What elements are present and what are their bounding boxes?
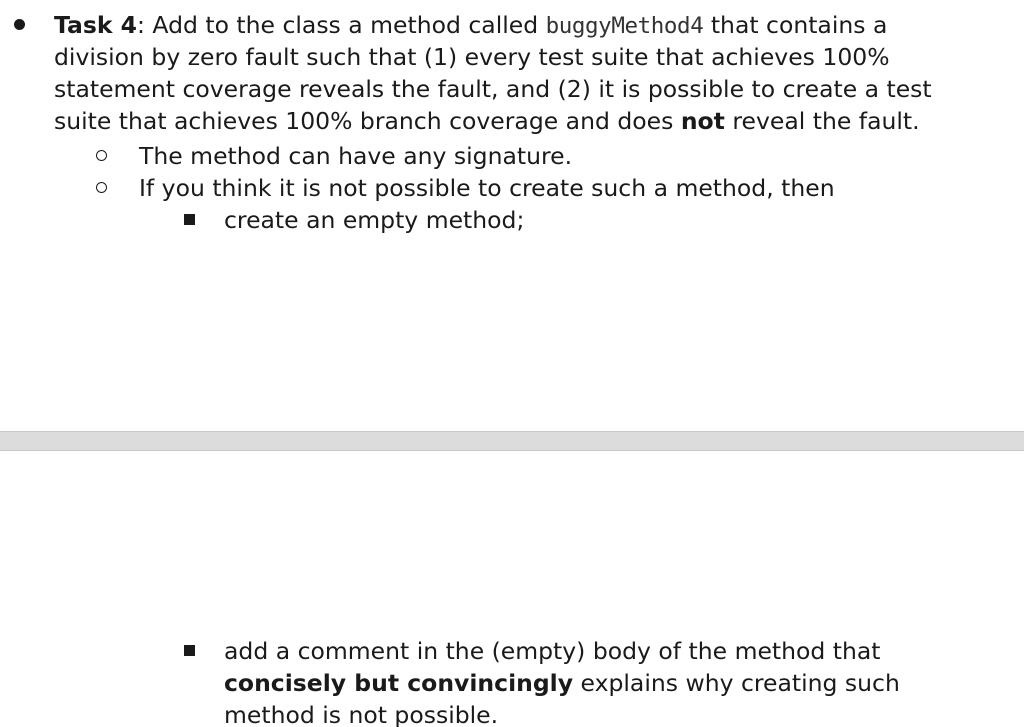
comment-line-3: method is not possible.	[224, 701, 499, 727]
comment-line-2	[224, 667, 900, 699]
comment-line-2-rest: explains why creating such	[573, 669, 900, 697]
task-line-4-end: reveal the fault.	[724, 107, 920, 135]
bullet-dot-icon	[14, 19, 25, 30]
method-name: buggyMethod4	[545, 13, 704, 39]
task-line-1-rest: that contains a	[703, 11, 888, 39]
comment-line-1: add a comment in the (empty) body of the method that	[224, 637, 881, 665]
emphasis-not: not	[680, 107, 725, 135]
page-break	[0, 431, 1024, 451]
task-line-4-start: suite that achieves 100% branch coverage and does	[54, 107, 681, 135]
square-bullet-icon	[184, 645, 195, 656]
task-line-3: statement coverage reveals the fault, and (2) it is possible to create a test	[54, 75, 932, 103]
hollow-circle-icon	[96, 150, 107, 161]
task-intro-text: : Add to the class a method called	[137, 11, 546, 39]
hollow-circle-icon	[96, 182, 107, 193]
sub-sub-item-text: create an empty method;	[224, 206, 525, 234]
task-line-2: division by zero fault such that (1) every test suite that achieves 100%	[54, 43, 890, 71]
sub-item-text: The method can have any signature.	[139, 142, 573, 170]
task-label: Task 4	[54, 11, 138, 39]
task-line-1	[54, 9, 887, 42]
task-line-4	[54, 105, 920, 137]
sub-item-text: If you think it is not possible to create such a method, then	[139, 174, 835, 202]
emphasis-concisely: concisely but convincingly	[224, 669, 574, 697]
document-page-2	[0, 451, 1024, 727]
square-bullet-icon	[184, 214, 195, 225]
